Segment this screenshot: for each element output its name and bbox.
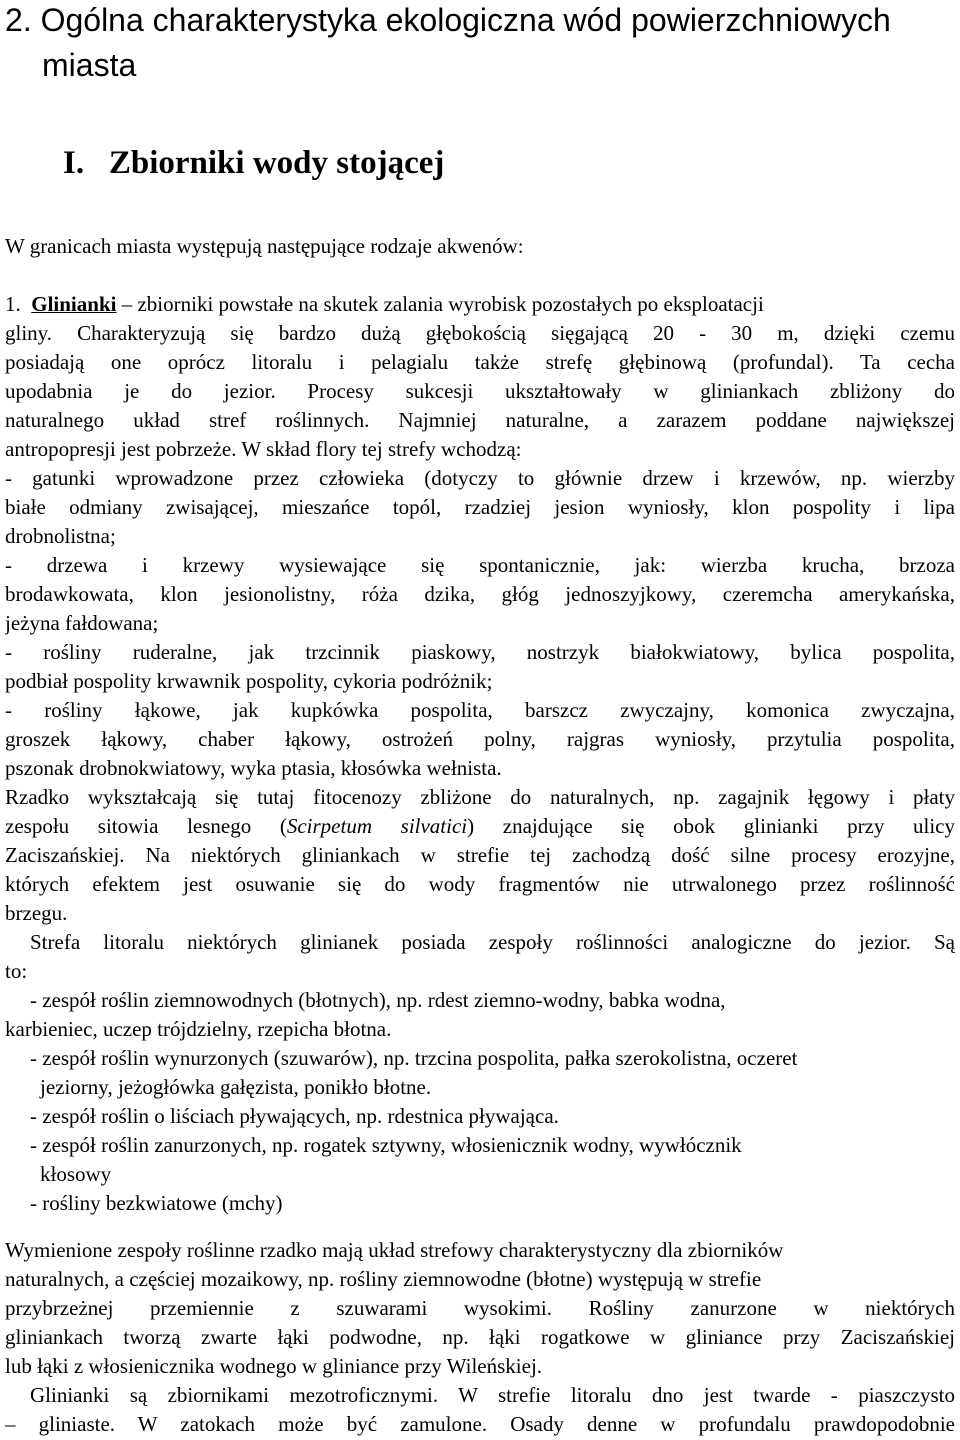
text-line: drobnolistna;	[5, 524, 116, 548]
scirpetum-line: zespołu sitowia lesnego (Scirpetum silvatici) znajdujące się obok glinianki przy ulicy	[5, 814, 955, 838]
heading-line-1: 2. Ogólna charakterystyka ekologiczna wód powierzchniowych	[5, 2, 891, 38]
section-term: Glinianki	[31, 292, 117, 316]
list-item: - rośliny bezkwiatowe (mchy)	[30, 1191, 283, 1215]
text-line: Wymienione zespoły roślinne rzadko mają układ strefowy charakterystyczny dla zbiorników	[5, 1238, 784, 1262]
text-line: gliniankach tworzą zwarte łąki podwodne, np. łąki rogatkowe w gliniance przy Zaciszańskiej	[5, 1325, 955, 1349]
text-line: Strefa litoralu niektórych glinianek posiada zespoły roślinności analogiczne do jezior. Są	[30, 930, 955, 954]
list-item: - zespół roślin zanurzonych, np. rogatek sztywny, włosienicznik wodny, wywłócznik	[30, 1133, 742, 1157]
glinianki-paragraph	[5, 290, 955, 928]
text-line: Zaciszańskiej. Na niektórych gliniankach w strefie tej zachodzą dość silne procesy erozyjne,	[5, 843, 955, 867]
text-line: – gliniaste. W zatokach może być zamulone. Osady denne w profundalu prawdopodobnie	[5, 1412, 955, 1436]
text-line: brzegu.	[5, 901, 68, 925]
text-line: posiadają one oprócz litoralu i pelagialu także strefę głębinową (profundal). Ta cecha	[5, 350, 955, 374]
text-line: Rzadko wykształcają się tutaj fitocenozy zbliżone do naturalnych, np. zagajnik łęgowy i płaty	[5, 785, 955, 809]
text-line: antropopresji jest pobrzeże. W skład flory tej strefy wchodzą:	[5, 437, 522, 461]
text-line: - rośliny ruderalne, jak trzcinnik piaskowy, nostrzyk białokwiatowy, bylica pospolita,	[5, 640, 955, 664]
text-line: lub łąki z włosienicznika wodnego w gliniance przy Wileńskiej.	[5, 1354, 543, 1378]
text-line: białe odmiany zwisającej, mieszańce topól, rzadziej jesion wyniosły, klon pospolity i lipa	[5, 495, 955, 519]
text-line: naturalnego układ stref roślinnych. Najmniej naturalne, a zarazem poddane największej	[5, 408, 955, 432]
text-line: kłosowy	[40, 1162, 112, 1186]
subheading: I. Zbiorniki wody stojącej	[63, 145, 445, 181]
text-line: brodawkowata, klon jesionolistny, róża dzika, głóg jednoszyjkowy, czeremcha amerykańska,	[5, 582, 955, 606]
text-line: naturalnych, a częściej mozaikowy, np. rośliny ziemnowodne (błotne) występują w strefie	[5, 1267, 762, 1291]
text-line: jeżyna fałdowana;	[5, 611, 159, 635]
text-line: - gatunki wprowadzone przez człowieka (dotyczy to głównie drzew i krzewów, np. wierzby	[5, 466, 955, 490]
text-line: przybrzeżnej przemiennie z szuwarami wysokimi. Rośliny zanurzone w niektórych	[5, 1296, 955, 1320]
text-line: to:	[5, 959, 28, 983]
heading-line-2: miasta	[42, 47, 137, 83]
section-heading	[5, 0, 950, 88]
list-item: - zespół roślin o liściach pływających, np. rdestnica pływająca.	[30, 1104, 559, 1128]
text-line: - rośliny łąkowe, jak kupkówka pospolita, barszcz zwyczajny, komonica zwyczajna,	[5, 698, 955, 722]
text-line: podbiał pospolity krwawnik pospolity, cykoria podróżnik;	[5, 669, 493, 693]
section-number: 1.	[5, 292, 21, 316]
list-item: - zespół roślin ziemnowodnych (błotnych), np. rdest ziemno-wodny, babka wodna,	[30, 988, 726, 1012]
text-line: których efektem jest osuwanie się do wody fragmentów nie utrwalonego przez roślinność	[5, 872, 955, 896]
text-line: Glinianki są zbiornikami mezotroficznymi. W strefie litoralu dno jest twarde - piaszczysto	[30, 1383, 955, 1407]
text-line: gliny. Charakteryzują się bardzo dużą głębokością sięgającą 20 - 30 m, dzięki czemu	[5, 321, 955, 345]
text-line: upodabnia je do jezior. Procesy sukcesji ukształtowały w gliniankach zbliżony do	[5, 379, 955, 403]
text-line: groszek łąkowy, chaber łąkowy, ostrożeń polny, rajgras wyniosły, przytulia pospolita,	[5, 727, 955, 751]
text-line: pszonak drobnokwiatowy, wyka ptasia, kłosówka wełnista.	[5, 756, 502, 780]
text-line: - drzewa i krzewy wysiewające się spontanicznie, jak: wierzba krucha, brzoza	[5, 553, 955, 577]
litoral-paragraph	[5, 928, 955, 1218]
list-item: - zespół roślin wynurzonych (szuwarów), np. trzcina pospolita, pałka szerokolistna, oczeret	[30, 1046, 798, 1070]
trophic-paragraph	[5, 1381, 955, 1439]
latin-name: Scirpetum silvatici	[286, 814, 468, 838]
text-line: – zbiorniki powstałe na skutek zalania wyrobisk pozostałych po eksploatacji	[116, 292, 764, 316]
text-line: jeziorny, jeżogłówka gałęzista, ponikło błotne.	[40, 1075, 432, 1099]
intro-paragraph: W granicach miasta występują następujące rodzaje akwenów:	[5, 234, 524, 258]
zones-paragraph	[5, 1236, 955, 1381]
text-line: karbieniec, uczep trójdzielny, rzepicha błotna.	[5, 1017, 392, 1041]
glinianki-first-line	[5, 290, 955, 319]
